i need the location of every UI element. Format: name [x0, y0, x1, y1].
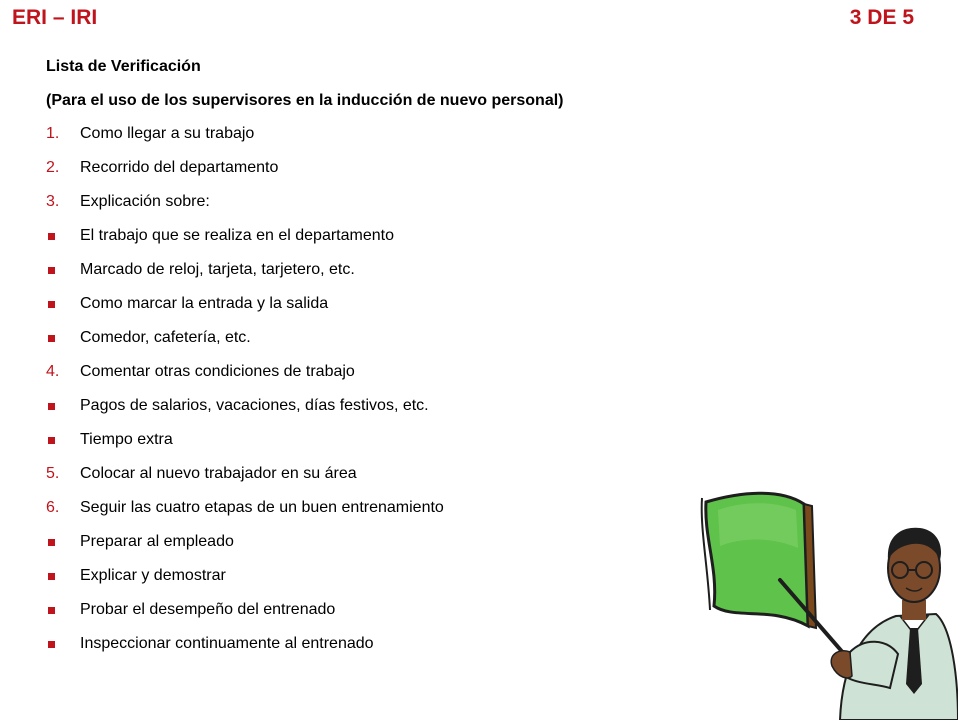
- list-item: [46, 159, 444, 193]
- list-item-text: Colocar al nuevo trabajador en su área: [80, 465, 357, 482]
- square-bullet-icon: [46, 295, 80, 313]
- square-bullet-icon: [46, 431, 80, 449]
- square-bullet-icon: [46, 601, 80, 619]
- square-bullet-icon: [46, 567, 80, 585]
- list-item: [46, 601, 444, 635]
- list-item-text: Tiempo extra: [80, 431, 173, 448]
- checklist: [46, 125, 444, 669]
- chalkboard-icon: [702, 493, 816, 628]
- list-item-text: Probar el desempeño del entrenado: [80, 601, 336, 618]
- list-number: 2.: [46, 159, 60, 176]
- square-bullet-icon: [46, 397, 80, 415]
- list-item: [46, 227, 444, 261]
- list-item: [46, 397, 444, 431]
- list-number: 3.: [46, 193, 60, 210]
- list-number: 4.: [46, 363, 60, 380]
- list-item: [46, 363, 444, 397]
- square-bullet-icon: [46, 635, 80, 653]
- hand-icon: [831, 651, 852, 678]
- square-bullet-icon: [46, 533, 80, 551]
- list-number: 5.: [46, 465, 60, 482]
- list-number: 6.: [46, 499, 60, 516]
- list-item-text: Inspeccionar continuamente al entrenado: [80, 635, 374, 652]
- slide-title: ERI – IRI: [12, 6, 98, 29]
- list-item: [46, 533, 444, 567]
- list-item: [46, 567, 444, 601]
- list-item: [46, 329, 444, 363]
- checklist-heading: Lista de Verificación: [46, 58, 201, 75]
- list-item-text: Comentar otras condiciones de trabajo: [80, 363, 355, 380]
- list-item: [46, 465, 444, 499]
- square-bullet-icon: [46, 227, 80, 245]
- list-item-text: Seguir las cuatro etapas de un buen entrenamiento: [80, 499, 444, 516]
- list-item-text: Marcado de reloj, tarjeta, tarjetero, etc.: [80, 261, 355, 278]
- list-item: [46, 193, 444, 227]
- list-number: 1.: [46, 125, 60, 142]
- list-item: [46, 499, 444, 533]
- list-item-text: El trabajo que se realiza en el departamento: [80, 227, 394, 244]
- square-bullet-icon: [46, 329, 80, 347]
- square-bullet-icon: [46, 261, 80, 279]
- list-item-text: Como marcar la entrada y la salida: [80, 295, 329, 312]
- list-item-text: Explicación sobre:: [80, 193, 210, 210]
- list-item: [46, 261, 444, 295]
- list-item-text: Explicar y demostrar: [80, 567, 226, 584]
- checklist-subheading: (Para el uso de los supervisores en la inducción de nuevo personal): [46, 92, 564, 109]
- list-item: [46, 295, 444, 329]
- list-item-text: Pagos de salarios, vacaciones, días festivos, etc.: [80, 397, 429, 414]
- teacher-pointing-clipart: [700, 488, 958, 720]
- list-item: [46, 635, 444, 669]
- list-item: [46, 431, 444, 465]
- list-item-text: Como llegar a su trabajo: [80, 125, 255, 142]
- list-item: [46, 125, 444, 159]
- page-indicator: 3 DE 5: [849, 6, 914, 29]
- list-item-text: Comedor, cafetería, etc.: [80, 329, 251, 346]
- list-item-text: Preparar al empleado: [80, 533, 234, 550]
- list-item-text: Recorrido del departamento: [80, 159, 279, 176]
